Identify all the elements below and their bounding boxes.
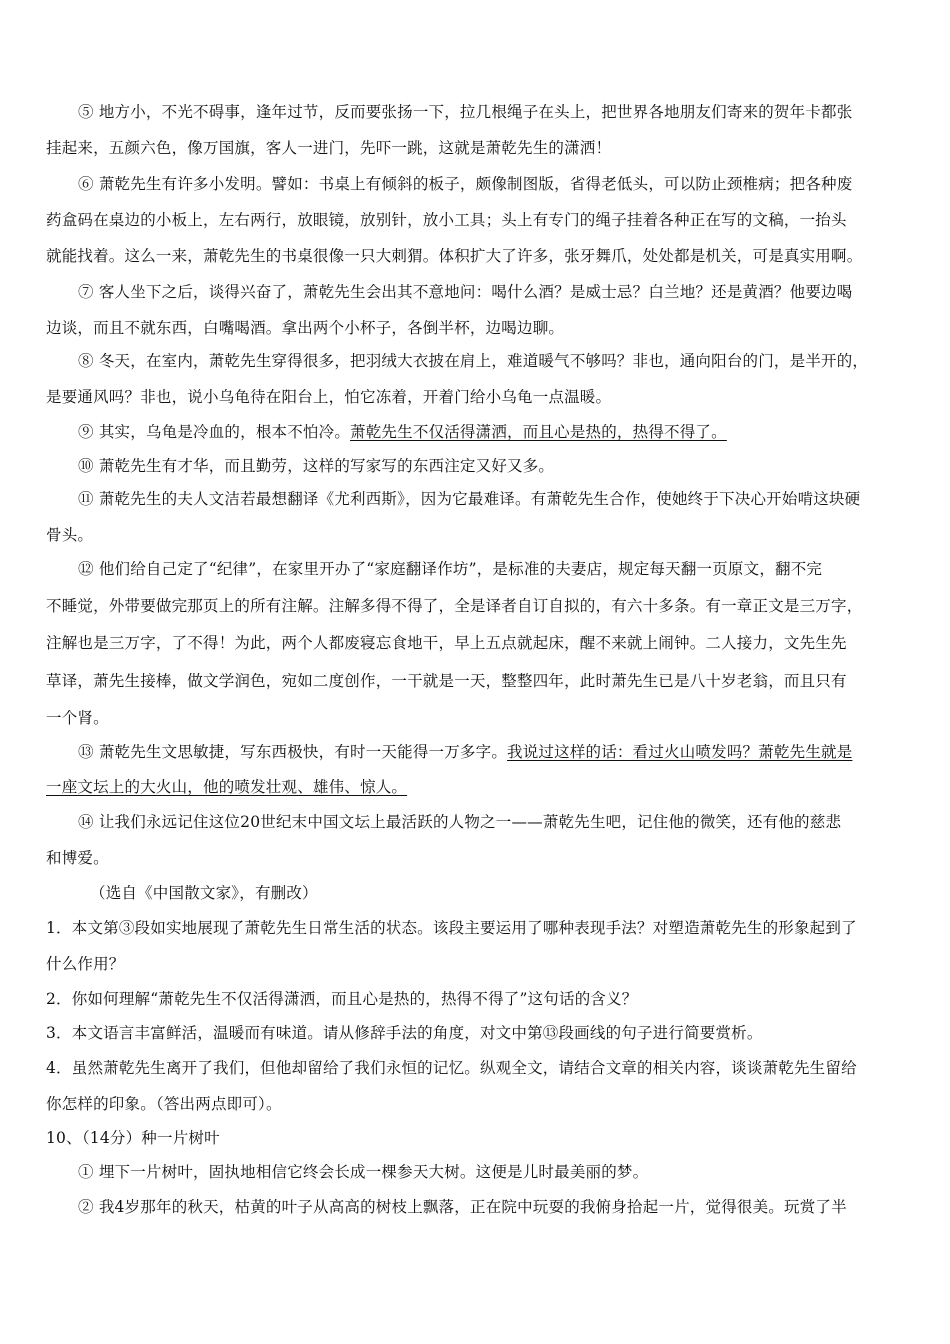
p8-line1: ⑧ 冬天，在室内，萧乾先生穿得很多，把羽绒大衣披在肩上，难道暖气不够吗？非也，通向阳台的门，是半开的，: [78, 352, 869, 370]
p9-line1: [78, 421, 908, 443]
p12-line5: 一个肾。: [46, 709, 109, 727]
question-2: 2．你如何理解“萧乾先生不仅活得潇洒，而且心是热的，热得不得了”这句话的含义？: [46, 990, 638, 1008]
p7-line1: ⑦ 客人坐下之后，谈得兴奋了，萧乾先生会出其不意地问：喝什么酒？是威士忌？白兰地？还是黄酒？他要边喝: [78, 283, 853, 301]
p6-line3: 就能找着。这么一来，萧乾先生的书桌很像一只大刺猬。体积扩大了许多，张牙舞爪，处处都是机关，可是真实用啊。: [46, 247, 863, 265]
p13-underlined-part2: 一座文坛上的大火山，他的喷发壮观、雄伟、惊人。: [46, 778, 408, 796]
p9-underlined-sentence: 萧乾先生不仅活得潇洒，而且心是热的，热得不得了。: [350, 423, 727, 441]
p14-line2: 和博爱。: [46, 849, 109, 867]
question-4-line1: 4．虽然萧乾先生离开了我们，但他却留给了我们永恒的记忆。纵观全文，请结合文章的相关内容，谈谈萧乾先生留给: [46, 1059, 857, 1077]
p12-line2: 不睡觉，外带要做完那页上的所有注解。注解多得不得了，全是译者自订自拟的，有六十多条。有一章正文是三万字，: [46, 597, 863, 615]
question-3: 3．本文语言丰富鲜活，温暖而有味道。请从修辞手法的角度，对文中第⑬段画线的句子进行简要赏析。: [46, 1024, 763, 1042]
p7-line2: 边谈，而且不就东西，白嘴喝酒。拿出两个小杯子，各倒半杯，边喝边聊。: [46, 319, 565, 337]
p9-prefix: ⑨ 其实，乌龟是冷血的，根本不怕冷。: [78, 423, 351, 441]
source-note: （选自《中国散文家》，有删改）: [90, 884, 318, 902]
p12-line1: ⑫ 他们给自己定了“纪律”，在家里开办了“家庭翻译作坊”，是标准的夫妻店，规定每天翻一页原文，翻不完: [78, 560, 823, 578]
p13-line1: [78, 741, 908, 763]
p13-underlined-part1: 我说过这样的话：看过火山喷发吗？萧乾先生就是: [507, 743, 853, 761]
p12-line4: 草译，萧先生接棒，做文学润色，宛如二度创作，一干就是一天，整整四年，此时萧先生已是八十岁老翁，而且只有: [46, 672, 847, 690]
p8-line2: 是要通风吗？非也，说小乌龟待在阳台上，怕它冻着，开着门给小乌龟一点温暖。: [46, 388, 612, 406]
p10-line1: ⑩ 萧乾先生有才华，而且勤劳，这样的写家写的东西注定又好又多。: [78, 457, 555, 475]
question-1-line1: 1．本文第③段如实地展现了萧乾先生日常生活的状态。该段主要运用了哪种表现手法？对塑造萧乾先生的形象起到了: [46, 919, 857, 937]
p12-line3: 注解也是三万字，了不得！为此，两个人都废寝忘食地干，早上五点就起床，醒不来就上闹钟。二人接力，文先生先: [46, 634, 847, 652]
section-10-heading: 10、（14分）种一片树叶: [46, 1129, 220, 1147]
section-10-p1: ① 埋下一片树叶，固执地相信它终会长成一棵参天大树。这便是儿时最美丽的梦。: [78, 1163, 649, 1181]
section-10-p2: ② 我4岁那年的秋天，枯黄的叶子从高高的树枝上飘落，正在院中玩耍的我俯身拾起一片，觉得很美。玩赏了半: [78, 1198, 847, 1216]
p11-line2: 骨头。: [46, 526, 94, 544]
p6-line1: ⑥ 萧乾先生有许多小发明。譬如：书桌上有倾斜的板子，颇像制图版，省得老低头，可以防止颈椎病；把各种废: [78, 175, 853, 193]
question-1-line2: 什么作用？: [46, 955, 125, 973]
p6-line2: 药盒码在桌边的小板上，左右两行，放眼镜，放别针，放小工具；头上有专门的绳子挂着各种正在写的文稿，一抬头: [46, 211, 847, 229]
p14-line1: ⑭ 让我们永远记住这位20世纪末中国文坛上最活跃的人物之一——萧乾先生吧，记住他的微笑，还有他的慈悲: [78, 813, 842, 831]
p13-prefix: ⑬ 萧乾先生文思敏捷，写东西极快，有时一天能得一万多字。: [78, 743, 508, 761]
p5-line2: 挂起来，五颜六色，像万国旗，客人一进门，先吓一跳，这就是萧乾先生的潇洒！: [46, 139, 612, 157]
question-4-line2: 你怎样的印象。（答出两点即可）。: [46, 1095, 282, 1113]
p13-line2: [46, 776, 908, 798]
p11-line1: ⑪ 萧乾先生的夫人文洁若最想翻译《尤利西斯》，因为它最难译。有萧乾先生合作，使她终于下决心开始啃这块硬: [78, 490, 861, 508]
p5-line1: ⑤ 地方小，不光不碍事，逢年过节，反而要张扬一下，拉几根绳子在头上，把世界各地朋友们寄来的贺年卡都张: [78, 103, 853, 121]
